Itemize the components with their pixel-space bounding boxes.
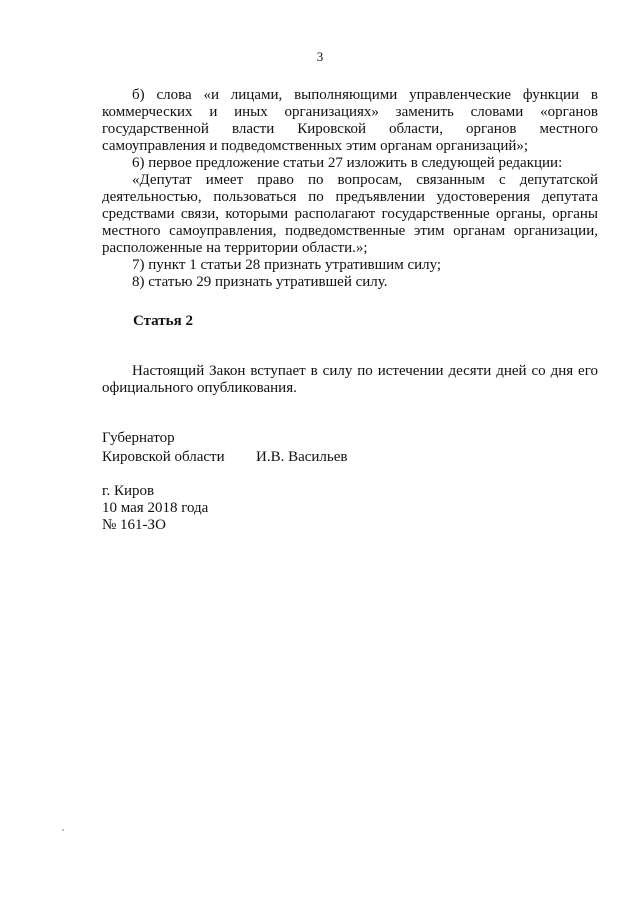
- article-heading: Статья 2: [133, 313, 193, 329]
- law-number: № 161-ЗО: [102, 517, 166, 533]
- scan-speck: [62, 829, 64, 831]
- signatory-region: Кировской области: [102, 449, 225, 465]
- signatory-name: И.В. Васильев: [256, 449, 348, 465]
- paragraph-amendment-7: 7) пункт 1 статьи 28 признать утратившим силу;: [132, 257, 442, 273]
- signature-block: [102, 429, 348, 467]
- signatory-title: Губернатор: [102, 430, 175, 446]
- place: г. Киров: [102, 483, 155, 499]
- place-date-block: [102, 483, 208, 534]
- paragraph-amendment-8: 8) статью 29 признать утратившей силу.: [132, 274, 388, 290]
- paragraph-amendment-6: 6) первое предложение статьи 27 изложить в следующей редакции:: [132, 155, 563, 171]
- paragraph-quoted-text: «Депутат имеет право по вопросам, связанным с депутатской деятельностью, пользоваться по предъявлении удостоверения депутата средствами связи, которыми располагают государственные органы, органы местного самоуправления, подведомственные этим органам организации, расположенные на территории области.»;: [102, 172, 598, 256]
- amendments-block: [102, 87, 598, 291]
- page-number: 3: [316, 49, 324, 64]
- paragraph-amendment-b: б) слова «и лицами, выполняющими управленческие функции в коммерческих и иных организациях» заменить словами «органов государственной власти Кировской области, органов местного самоуправления и подведомственных этим органам организаций»;: [102, 87, 598, 154]
- article-text: Настоящий Закон вступает в силу по истечении десяти дней со дня его официального опубликования.: [102, 363, 598, 396]
- date: 10 мая 2018 года: [102, 500, 209, 516]
- signatory-row: [102, 448, 348, 467]
